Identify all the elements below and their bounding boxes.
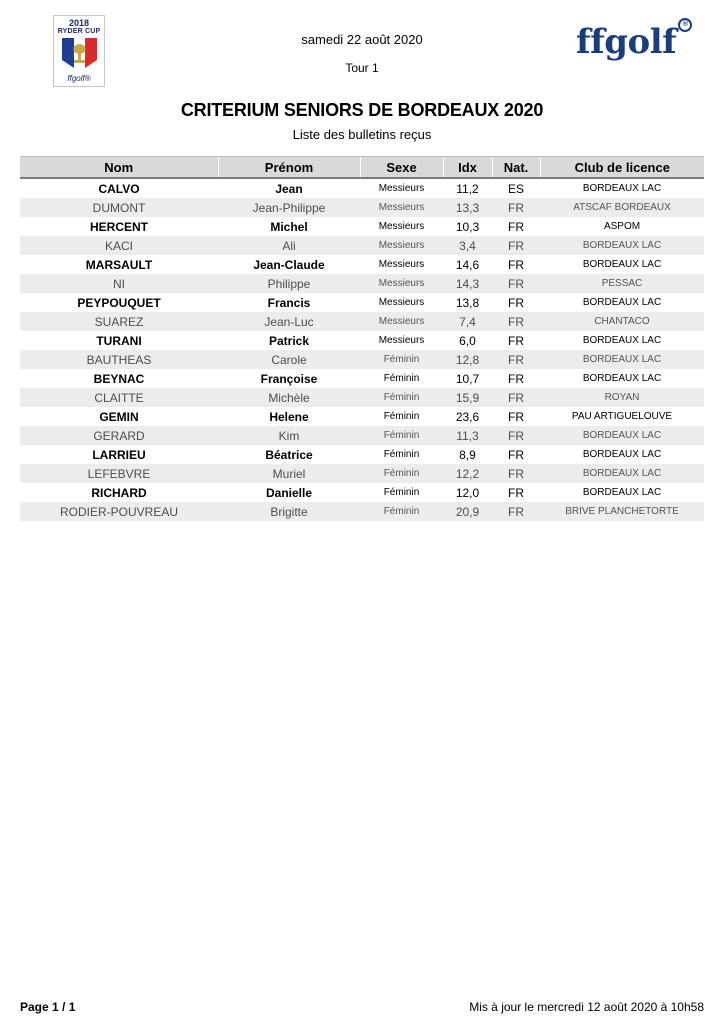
cell-club: BORDEAUX LAC bbox=[582, 449, 662, 460]
table-row bbox=[20, 483, 704, 502]
table-row bbox=[20, 236, 704, 255]
cell-nat: FR bbox=[492, 274, 540, 293]
cell-prenom: Francis bbox=[267, 295, 311, 310]
ryder-cup-logo-name: RYDER CUP bbox=[57, 28, 101, 35]
cell-club: BORDEAUX LAC bbox=[582, 259, 662, 270]
cell-idx: 6,0 bbox=[459, 333, 476, 348]
cell-nom: RICHARD bbox=[91, 485, 147, 500]
cell-idx: 12,2 bbox=[443, 464, 492, 483]
cell-club: ASPOM bbox=[603, 221, 641, 232]
cell-nom: GEMIN bbox=[99, 409, 139, 424]
cell-idx: 13,3 bbox=[443, 198, 492, 217]
cell-idx: 15,9 bbox=[443, 388, 492, 407]
table-row bbox=[20, 293, 704, 312]
cell-prenom: Muriel bbox=[218, 464, 360, 483]
cell-idx: 3,4 bbox=[443, 236, 492, 255]
cell-prenom: Danielle bbox=[265, 485, 313, 500]
table-row bbox=[20, 407, 704, 426]
cell-sexe: Messieurs bbox=[360, 274, 443, 293]
ryder-cup-logo bbox=[53, 15, 105, 87]
cell-prenom: Jean-Claude bbox=[253, 257, 325, 272]
cell-idx: 23,6 bbox=[455, 409, 480, 424]
table-row bbox=[20, 388, 704, 407]
cell-sexe: Messieurs bbox=[360, 198, 443, 217]
cell-nat: FR bbox=[508, 409, 524, 424]
cell-club: PESSAC bbox=[540, 274, 704, 293]
cell-idx: 14,3 bbox=[443, 274, 492, 293]
cell-sexe: Féminin bbox=[360, 502, 443, 521]
cell-prenom: Jean bbox=[275, 181, 303, 196]
cell-idx: 10,3 bbox=[455, 219, 480, 234]
cell-sexe: Féminin bbox=[383, 487, 420, 498]
report-date: samedi 22 août 2020 bbox=[301, 32, 423, 47]
cell-prenom: Philippe bbox=[218, 274, 360, 293]
cell-nat: FR bbox=[508, 257, 524, 272]
cell-nom: RODIER-POUVREAU bbox=[20, 502, 218, 521]
cell-idx: 11,3 bbox=[443, 426, 492, 445]
column-header-prenom: Prénom bbox=[218, 157, 360, 179]
cell-club: BORDEAUX LAC bbox=[540, 464, 704, 483]
table-row bbox=[20, 464, 704, 483]
table-body bbox=[20, 178, 704, 521]
cell-nat: FR bbox=[508, 219, 524, 234]
cell-nom: PEYPOUQUET bbox=[77, 295, 161, 310]
column-header-nat: Nat. bbox=[492, 157, 540, 179]
cell-idx: 8,9 bbox=[459, 447, 476, 462]
ffgolf-logo-text: ffgolf bbox=[576, 22, 677, 62]
cell-club: ROYAN bbox=[540, 388, 704, 407]
cell-sexe: Messieurs bbox=[360, 236, 443, 255]
cell-prenom: Carole bbox=[218, 350, 360, 369]
cell-idx: 10,7 bbox=[455, 371, 480, 386]
cell-prenom: Michel bbox=[270, 219, 308, 234]
cell-sexe: Messieurs bbox=[378, 221, 425, 232]
cell-idx: 14,6 bbox=[455, 257, 480, 272]
table-row bbox=[20, 350, 704, 369]
cell-nat: FR bbox=[508, 371, 524, 386]
cell-prenom: Michèle bbox=[218, 388, 360, 407]
table-row bbox=[20, 445, 704, 464]
cell-nom: BAUTHEAS bbox=[20, 350, 218, 369]
cell-idx: 20,9 bbox=[443, 502, 492, 521]
cell-idx: 7,4 bbox=[443, 312, 492, 331]
cell-sexe: Féminin bbox=[383, 449, 420, 460]
cell-sexe: Féminin bbox=[383, 411, 420, 422]
cell-nat: FR bbox=[508, 295, 524, 310]
cell-nat: FR bbox=[492, 236, 540, 255]
cell-prenom: Françoise bbox=[260, 371, 318, 386]
cell-nom: GERARD bbox=[20, 426, 218, 445]
cell-sexe: Messieurs bbox=[378, 259, 425, 270]
column-header-idx: Idx bbox=[443, 157, 492, 179]
cell-prenom: Béatrice bbox=[265, 447, 313, 462]
cell-nat: ES bbox=[507, 181, 524, 196]
cell-club: BORDEAUX LAC bbox=[540, 426, 704, 445]
cell-idx: 13,8 bbox=[455, 295, 480, 310]
cell-nom: CLAITTE bbox=[20, 388, 218, 407]
cell-nat: FR bbox=[492, 350, 540, 369]
cell-nat: FR bbox=[508, 485, 524, 500]
cell-club: BRIVE PLANCHETORTE bbox=[540, 502, 704, 521]
table-row bbox=[20, 426, 704, 445]
table-row bbox=[20, 502, 704, 521]
cell-nom: HERCENT bbox=[89, 219, 148, 234]
cell-prenom: Ali bbox=[218, 236, 360, 255]
column-header-nom: Nom bbox=[20, 157, 218, 179]
cell-club: BORDEAUX LAC bbox=[582, 373, 662, 384]
cell-club: PAU ARTIGUELOUVE bbox=[571, 411, 673, 422]
cell-prenom: Patrick bbox=[268, 333, 310, 348]
table-row bbox=[20, 274, 704, 293]
column-header-club: Club de licence bbox=[540, 157, 704, 179]
last-updated: Mis à jour le mercredi 12 août 2020 à 10h58 bbox=[469, 1000, 704, 1014]
cell-sexe: Féminin bbox=[360, 350, 443, 369]
cell-nat: FR bbox=[492, 502, 540, 521]
page-number: Page 1 / 1 bbox=[20, 1000, 76, 1014]
cell-prenom: Kim bbox=[218, 426, 360, 445]
cell-prenom: Jean-Philippe bbox=[218, 198, 360, 217]
ryder-cup-logo-year: 2018 bbox=[68, 18, 90, 28]
cell-prenom: Brigitte bbox=[218, 502, 360, 521]
ryder-cup-logo-brand: ffgolf® bbox=[67, 74, 91, 83]
cell-nom: BEYNAC bbox=[93, 371, 145, 386]
cell-sexe: Messieurs bbox=[378, 183, 425, 194]
cell-nom: LARRIEU bbox=[92, 447, 146, 462]
table-row bbox=[20, 255, 704, 274]
entries-table bbox=[20, 156, 704, 521]
cell-nat: FR bbox=[492, 198, 540, 217]
cell-nom: SUAREZ bbox=[20, 312, 218, 331]
cell-sexe: Féminin bbox=[360, 426, 443, 445]
cell-club: BORDEAUX LAC bbox=[582, 487, 662, 498]
cell-nom: CALVO bbox=[98, 181, 140, 196]
cell-nom: TURANI bbox=[96, 333, 142, 348]
cell-nat: FR bbox=[492, 464, 540, 483]
table-row bbox=[20, 312, 704, 331]
table-row bbox=[20, 331, 704, 350]
cell-idx: 12,0 bbox=[455, 485, 480, 500]
cell-nom: DUMONT bbox=[20, 198, 218, 217]
page-title: CRITERIUM SENIORS DE BORDEAUX 2020 bbox=[180, 100, 544, 120]
cell-sexe: Féminin bbox=[383, 373, 420, 384]
cell-prenom: Helene bbox=[269, 409, 309, 424]
cell-club: BORDEAUX LAC bbox=[582, 297, 662, 308]
registered-icon: ® bbox=[678, 18, 692, 32]
cell-sexe: Féminin bbox=[360, 388, 443, 407]
cell-nat: FR bbox=[508, 447, 524, 462]
cell-nat: FR bbox=[492, 388, 540, 407]
cell-club: CHANTACO bbox=[540, 312, 704, 331]
page-subtitle: Liste des bulletins reçus bbox=[292, 127, 432, 142]
cell-idx: 12,8 bbox=[443, 350, 492, 369]
cell-nom: KACI bbox=[20, 236, 218, 255]
column-header-sexe: Sexe bbox=[360, 157, 443, 179]
cell-idx: 11,2 bbox=[456, 181, 479, 196]
table-row bbox=[20, 217, 704, 236]
cell-club: BORDEAUX LAC bbox=[540, 350, 704, 369]
table-header-row bbox=[20, 157, 704, 179]
cell-club: BORDEAUX LAC bbox=[582, 183, 662, 194]
cell-nom: NI bbox=[20, 274, 218, 293]
cell-sexe: Féminin bbox=[360, 464, 443, 483]
cell-nom: LEFEBVRE bbox=[20, 464, 218, 483]
cell-sexe: Messieurs bbox=[378, 297, 425, 308]
cell-sexe: Messieurs bbox=[378, 335, 425, 346]
cell-nat: FR bbox=[492, 312, 540, 331]
cell-club: ATSCAF BORDEAUX bbox=[540, 198, 704, 217]
round-label: Tour 1 bbox=[345, 61, 379, 75]
cell-prenom: Jean-Luc bbox=[218, 312, 360, 331]
cell-nom: MARSAULT bbox=[85, 257, 153, 272]
table-row bbox=[20, 178, 704, 198]
table-row bbox=[20, 198, 704, 217]
cell-sexe: Messieurs bbox=[360, 312, 443, 331]
cell-nat: FR bbox=[492, 426, 540, 445]
cell-club: BORDEAUX LAC bbox=[540, 236, 704, 255]
cell-club: BORDEAUX LAC bbox=[582, 335, 662, 346]
cell-nat: FR bbox=[508, 333, 524, 348]
table-row bbox=[20, 369, 704, 388]
